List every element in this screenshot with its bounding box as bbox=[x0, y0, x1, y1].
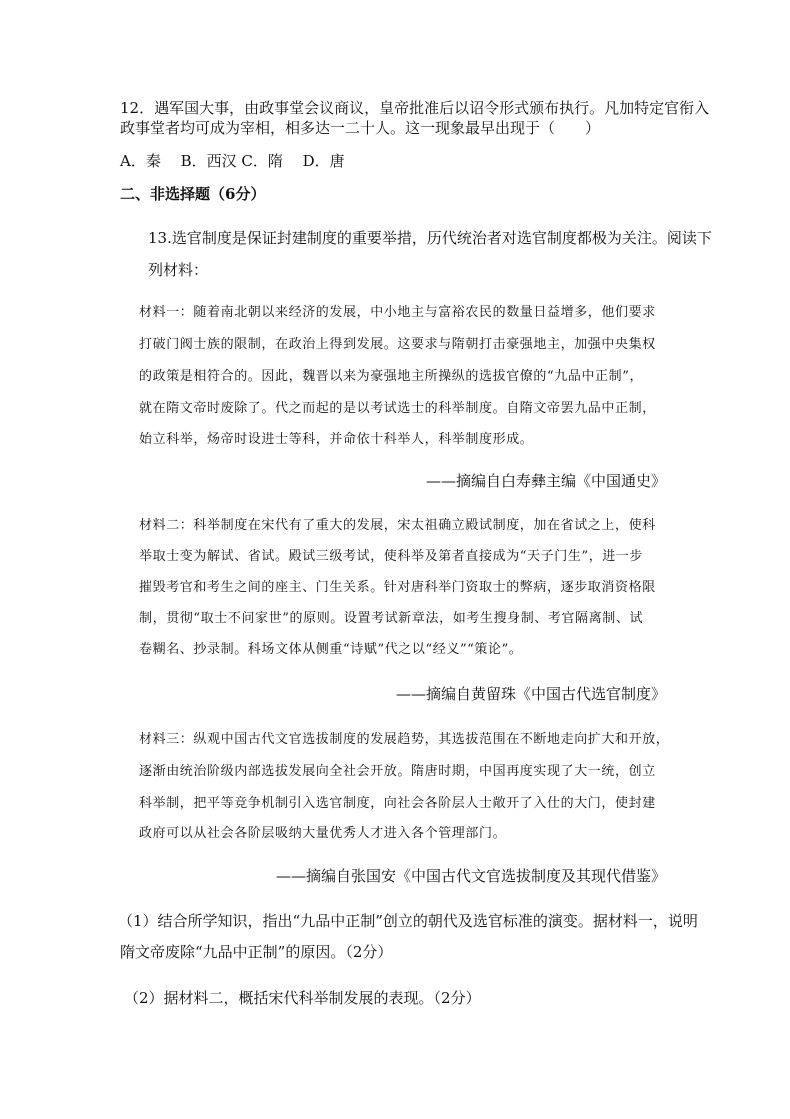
material-2-line: 制，贯彻“取士不问家世”的原则。设置考试新章法，如考生搜身制、考官隔离制、试 bbox=[139, 611, 644, 626]
subquestion-1-line-1: （1）结合所学知识，指出“九品中正制”创立的朝代及选官标准的演变。据材料一，说明 bbox=[118, 912, 698, 930]
material-1-line: 始立科举，炀帝时设进士等科，并命依十科举人，科举制度形成。 bbox=[139, 432, 534, 447]
material-3-line: 逐渐由统治阶级内部选拔发展向全社会开放。隋唐时期，中国再度实现了大一统，创立 bbox=[139, 764, 656, 779]
material-1-line: 打破门阀士族的限制，在政治上得到发展。这要求与隋朝打击豪强地主，加强中央集权 bbox=[139, 337, 656, 352]
material-3-source: ——摘编自张国安《中国古代文官选拔制度及其现代借鉴》 bbox=[275, 867, 666, 885]
q12-options: A．秦 B．西汉 C．隋 D．唐 bbox=[120, 152, 345, 170]
material-2-line: 举取士变为解试、省试。殿试三级考试，使科举及第者直接成为“天子门生”，进一步 bbox=[139, 549, 644, 564]
subquestion-2: （2）据材料二，概括宋代科举制发展的表现。（2分） bbox=[124, 989, 481, 1007]
material-1-source: ——摘编自白寿彝主编《中国通史》 bbox=[425, 472, 666, 490]
material-2-line: 卷糊名、抄录制。科场文体从侧重“诗赋”代之以“经义”“策论”。 bbox=[139, 642, 523, 657]
material-1-line: 材料一：随着南北朝以来经济的发展，中小地主与富裕农民的数量日益增多，他们要求 bbox=[139, 305, 656, 320]
q13-intro-line-2: 列材料： bbox=[148, 261, 209, 279]
material-2-source: ——摘编自黄留珠《中国古代选官制度》 bbox=[395, 685, 666, 703]
material-1-line: 就在隋文帝时废除了。代之而起的是以考试选士的科举制度。自隋文帝罢九品中正制， bbox=[139, 401, 656, 416]
subquestion-1-line-2: 隋文帝废除“九品中正制”的原因。（2分） bbox=[120, 943, 393, 961]
material-3-line: 材料三：纵观中国古代文官选拔制度的发展趋势，其选拔范围在不断地走向扩大和开放， bbox=[139, 732, 670, 747]
material-2-line: 摧毁考官和考生之间的座主、门生关系。针对唐科举门资取士的弊病，逐步取消资格限 bbox=[139, 580, 656, 595]
material-3-line: 科举制，把平等竞争机制引入选官制度，向社会各阶层人士敞开了入仕的大门，使封建 bbox=[139, 796, 656, 811]
material-2-line: 材料二：科举制度在宋代有了重大的发展，宋太祖确立殿试制度，加在省试之上，使科 bbox=[139, 518, 656, 533]
q12-line-2: 政事堂者均可成为宰相，相多达一二十人。这一现象最早出现于（ ） bbox=[120, 119, 601, 137]
q13-intro-line-1: 13.选官制度是保证封建制度的重要举措，历代统治者对选官制度都极为关注。阅读下 bbox=[148, 229, 712, 247]
q12-line-1: 12．遇军国大事，由政事堂会议商议，皇帝批准后以诏令形式颁布执行。凡加特定官衔入 bbox=[120, 99, 710, 117]
section-title: 二、非选择题（6分） bbox=[120, 185, 266, 203]
material-1-line: 的政策是相符合的。因此，魏晋以来为豪强地主所操纵的选拔官僚的“九品中正制”， bbox=[139, 369, 644, 384]
material-3-line: 政府可以从社会各阶层吸纳大量优秀人才进入各个管理部门。 bbox=[139, 826, 507, 841]
